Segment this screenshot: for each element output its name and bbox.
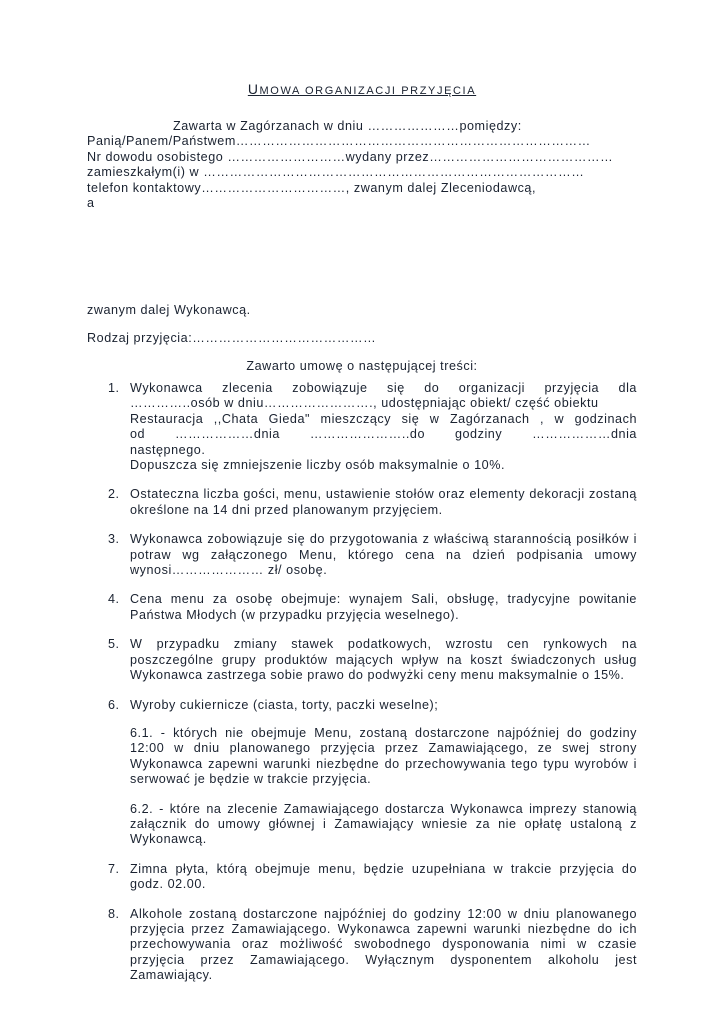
item-text: Alkohole zostaną dostarczone najpóźniej do godziny 12:00 w dniu planowanego przyjęcia przez Zamawiającego. Wykonawca zapewni warunki niezbędne do ich przechowywania oraz możliwość swobodnego dysponowania nimi w czasie przyjęcia przez Zamawiającego. Wyłącznym dysponentem alkoholu jest Zamawiający. xyxy=(130,906,637,983)
list-item xyxy=(87,381,637,473)
intro-line-5: telefon kontaktowy……………………………, zwanym dalej Zleceniodawcą, xyxy=(87,180,537,195)
list-item xyxy=(87,532,637,578)
title-first-letter: U xyxy=(247,81,260,97)
item-1-line-3: Restauracja ,,Chata Gieda" mieszczący się w Zagórzanach , w godzinach xyxy=(130,411,637,426)
content-intro: Zawarto umowę o następującej treści: xyxy=(246,359,478,373)
intro-parties xyxy=(87,119,647,211)
item-number: 1. xyxy=(108,381,120,395)
intro-line-1: Zawarta w Zagórzanach w dniu …………………pomiędzy: xyxy=(173,119,522,133)
item-text: Cena menu za osobę obejmuje: wynajem Sali, obsługę, tradycyjne powitanie Państwa Młodych (w przypadku przyjęcia weselnego). xyxy=(130,592,637,622)
list-item xyxy=(87,637,637,683)
item-number: 3. xyxy=(108,532,120,547)
item-number: 8. xyxy=(108,906,120,921)
reception-type-line: Rodzaj przyjęcia:…………………………………… xyxy=(87,331,377,345)
item-text: Ostateczna liczba gości, menu, ustawienie stołów oraz elementy dekoracji zostaną określone na 14 dni przed planowanym przyjęciem. xyxy=(130,487,637,517)
intro-line-6: a xyxy=(87,196,95,211)
list-item xyxy=(87,698,637,848)
item-1-line-6: Dopuszcza się zmniejszenie liczby osób maksymalnie o 10%. xyxy=(130,458,506,473)
intro-line-3: Nr dowodu osobistego ………………………wydany przez…………………………………… xyxy=(87,149,614,164)
item-1-line-5: następnego. xyxy=(130,442,206,457)
title-rest: MOWA ORGANIZACJI PRZYJĘCIA xyxy=(259,85,477,97)
item-text: Zimna płyta, którą obejmuje menu, będzie uzupełniana w trakcie przyjęcia do godz. 02.00. xyxy=(130,861,637,892)
item-number: 5. xyxy=(108,637,120,652)
item-text: Wykonawca zobowiązuje się do przygotowania z właściwą starannością posiłków i potraw wg załączonego Menu, którego cena na dzień podpisania umowy wynosi………………… zł/ osobę. xyxy=(130,532,637,578)
intro-line-4: zamieszkałym(i) w …………………………………………………………………………… xyxy=(87,165,585,180)
item-number: 7. xyxy=(108,861,120,876)
item-text: Wyroby cukiernicze (ciasta, torty, paczki weselne); xyxy=(130,697,439,712)
contract-items xyxy=(87,381,637,998)
list-item xyxy=(87,592,637,623)
item-text: W przypadku zmiany stawek podatkowych, wzrostu cen rynkowych na poszczególne grupy produktów mających wpływ na koszt świadczonych usług Wykonawca zastrzega sobie prawo do podwyżki ceny menu maksymalnie o 15%. xyxy=(130,637,637,683)
item-1-line-2: …………..osób w dniu……………………., udostępniając obiekt/ część obiektu xyxy=(130,396,599,411)
item-1-line-1: Wykonawca zlecenia zobowiązuje się do organizacji przyjęcia dla xyxy=(130,381,637,395)
list-item xyxy=(87,862,637,893)
item-number: 2. xyxy=(108,487,120,502)
document-title xyxy=(0,82,724,99)
item-1-line-4: od ………………dnia …………………..do godziny ………………dnia xyxy=(130,427,637,442)
sub-item-6-2: 6.2. - które na zlecenie Zamawiającego dostarcza Wykonawca imprezy stanowią załącznik do umowy głównej i Zamawiający wniesie za nie opłatę ustaloną z Wykonawcą. xyxy=(130,801,637,847)
list-item xyxy=(87,487,637,518)
intro-line-2: Panią/Panem/Państwem……………………………………………………………………… xyxy=(87,134,591,149)
item-number: 6. xyxy=(108,697,120,712)
sub-item-6-1: 6.1. - których nie obejmuje Menu, zostaną dostarczone najpóźniej do godziny 12:00 w dniu planowanego przyjęcia przez Zamawiającego, ze swej strony Wykonawca zapewni warunki niezbędne do przechowywania tego typu wyrobów i serwować je będzie w trakcie przyjęcia. xyxy=(130,725,637,787)
contractor-line: zwanym dalej Wykonawcą. xyxy=(87,303,251,317)
list-item xyxy=(87,907,637,984)
item-number: 4. xyxy=(108,592,120,607)
